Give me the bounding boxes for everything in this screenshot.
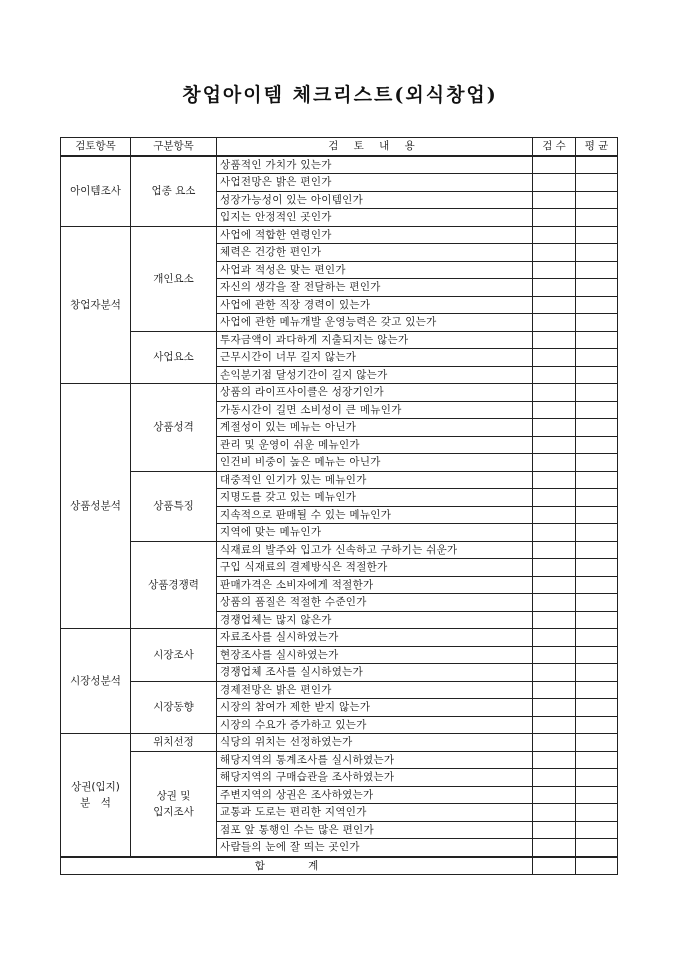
average-cell[interactable] [576,629,618,647]
average-cell[interactable] [576,436,618,454]
average-cell[interactable] [576,489,618,507]
check-item: 구입 식재료의 결제방식은 적절한가 [217,559,533,577]
score-cell[interactable] [533,454,576,472]
score-cell[interactable] [533,331,576,349]
check-item: 사업에 적합한 연령인가 [217,226,533,244]
total-score-cell[interactable] [533,857,576,875]
average-cell[interactable] [576,366,618,384]
score-cell[interactable] [533,279,576,297]
score-cell[interactable] [533,436,576,454]
average-cell[interactable] [576,611,618,629]
check-item: 체력은 건강한 편인가 [217,244,533,262]
subcategory-cell: 상권 및 입지조사 [131,751,217,857]
subcategory-cell: 상품특징 [131,471,217,541]
header-score: 검 수 [533,138,576,156]
page-title: 창업아이템 체크리스트(외식창업) [182,84,498,106]
total-average-cell[interactable] [576,857,618,875]
checklist-row [61,629,618,647]
score-cell[interactable] [533,471,576,489]
checklist-row [61,751,618,769]
score-cell[interactable] [533,559,576,577]
score-cell[interactable] [533,681,576,699]
checklist-body [61,156,618,857]
score-cell[interactable] [533,419,576,437]
check-item: 사업과 적성은 맞는 편인가 [217,261,533,279]
header-content: 검 토 내 용 [217,138,533,156]
average-cell[interactable] [576,331,618,349]
score-cell[interactable] [533,699,576,717]
check-item: 자료조사를 실시하였는가 [217,629,533,647]
score-cell[interactable] [533,804,576,822]
checklist-table [60,137,618,875]
check-item: 해당지역의 통계조사를 실시하였는가 [217,751,533,769]
subcategory-cell: 사업요소 [131,331,217,384]
checklist-row [61,681,618,699]
average-cell[interactable] [576,471,618,489]
average-cell[interactable] [576,454,618,472]
check-item: 판매가격은 소비자에게 적절한가 [217,576,533,594]
average-cell[interactable] [576,506,618,524]
checklist-row [61,226,618,244]
header-subcategory: 구분항목 [131,138,217,156]
checklist-row [61,734,618,752]
subcategory-cell: 위치선정 [131,734,217,752]
check-item: 입지는 안정적인 곳인가 [217,209,533,227]
average-cell[interactable] [576,559,618,577]
average-cell[interactable] [576,786,618,804]
check-item: 경쟁업체는 많지 않은가 [217,611,533,629]
total-label: 합 계 [61,857,533,875]
check-item: 시장의 수요가 증가하고 있는가 [217,716,533,734]
check-item: 사람들의 눈에 잘 띄는 곳인가 [217,839,533,857]
average-cell[interactable] [576,209,618,227]
average-cell[interactable] [576,261,618,279]
check-item: 사업에 관한 직장 경력이 있는가 [217,296,533,314]
average-cell[interactable] [576,646,618,664]
average-cell[interactable] [576,279,618,297]
average-cell[interactable] [576,314,618,332]
score-cell[interactable] [533,664,576,682]
score-cell[interactable] [533,786,576,804]
average-cell[interactable] [576,821,618,839]
category-cell: 창업자분석 [61,226,131,384]
total-row [61,857,618,875]
score-cell[interactable] [533,629,576,647]
subcategory-cell: 상품경쟁력 [131,541,217,629]
score-cell[interactable] [533,611,576,629]
check-item: 교통과 도로는 편리한 지역인가 [217,804,533,822]
check-item: 식재료의 발주와 입고가 신속하고 구하기는 쉬운가 [217,541,533,559]
check-item: 근무시간이 너무 길지 않는가 [217,349,533,367]
check-item: 경쟁업체 조사를 실시하였는가 [217,664,533,682]
average-cell[interactable] [576,664,618,682]
check-item: 인건비 비중이 높은 메뉴는 아닌가 [217,454,533,472]
score-cell[interactable] [533,541,576,559]
check-item: 사업에 관한 메뉴개발 운영능력은 갖고 있는가 [217,314,533,332]
average-cell[interactable] [576,839,618,857]
average-cell[interactable] [576,191,618,209]
score-cell[interactable] [533,594,576,612]
subcategory-cell: 개인요소 [131,226,217,331]
check-item: 사업전망은 밝은 편인가 [217,174,533,192]
header-row [61,138,618,156]
score-cell[interactable] [533,156,576,174]
check-item: 손익분기점 달성기간이 길지 않는가 [217,366,533,384]
category-cell: 시장성분석 [61,629,131,734]
checklist-row [61,331,618,349]
check-item: 점포 앞 통행인 수는 많은 편인가 [217,821,533,839]
check-item: 가동시간이 길면 소비성이 큰 메뉴인가 [217,401,533,419]
average-cell[interactable] [576,401,618,419]
average-cell[interactable] [576,524,618,542]
check-item: 자신의 생각을 잘 전달하는 편인가 [217,279,533,297]
check-item: 상품적인 가치가 있는가 [217,156,533,174]
average-cell[interactable] [576,681,618,699]
check-item: 주변지역의 상권은 조사하였는가 [217,786,533,804]
header-average: 평 균 [576,138,618,156]
average-cell[interactable] [576,734,618,752]
category-cell: 상권(입지) 분 석 [61,734,131,857]
header-category: 검토항목 [61,138,131,156]
check-item: 지명도를 갖고 있는 메뉴인가 [217,489,533,507]
score-cell[interactable] [533,314,576,332]
checklist-row [61,384,618,402]
average-cell[interactable] [576,384,618,402]
average-cell[interactable] [576,296,618,314]
subcategory-cell: 시장조사 [131,629,217,682]
check-item: 경제전망은 밝은 편인가 [217,681,533,699]
check-item: 지속적으로 판매될 수 있는 메뉴인가 [217,506,533,524]
average-cell[interactable] [576,576,618,594]
score-cell[interactable] [533,226,576,244]
checklist-row [61,541,618,559]
check-item: 투자금액이 과다하게 지출되지는 않는가 [217,331,533,349]
subcategory-cell: 시장동향 [131,681,217,734]
subcategory-cell: 상품성격 [131,384,217,472]
score-cell[interactable] [533,716,576,734]
score-cell[interactable] [533,576,576,594]
score-cell[interactable] [533,769,576,787]
average-cell[interactable] [576,804,618,822]
score-cell[interactable] [533,191,576,209]
score-cell[interactable] [533,174,576,192]
check-item: 상품의 품질은 적절한 수준인가 [217,594,533,612]
average-cell[interactable] [576,244,618,262]
score-cell[interactable] [533,401,576,419]
average-cell[interactable] [576,716,618,734]
check-item: 현장조사를 실시하였는가 [217,646,533,664]
score-cell[interactable] [533,349,576,367]
score-cell[interactable] [533,296,576,314]
checklist-row [61,471,618,489]
check-item: 지역에 맞는 메뉴인가 [217,524,533,542]
average-cell[interactable] [576,594,618,612]
score-cell[interactable] [533,734,576,752]
score-cell[interactable] [533,209,576,227]
average-cell[interactable] [576,699,618,717]
average-cell[interactable] [576,226,618,244]
score-cell[interactable] [533,751,576,769]
score-cell[interactable] [533,384,576,402]
check-item: 대중적인 인기가 있는 메뉴인가 [217,471,533,489]
average-cell[interactable] [576,769,618,787]
score-cell[interactable] [533,839,576,857]
score-cell[interactable] [533,506,576,524]
checklist-row [61,156,618,174]
score-cell[interactable] [533,261,576,279]
check-item: 해당지역의 구매습관을 조사하였는가 [217,769,533,787]
check-item: 시장의 참여가 제한 받지 않는가 [217,699,533,717]
check-item: 상품의 라이프사이클은 성장기인가 [217,384,533,402]
average-cell[interactable] [576,419,618,437]
check-item: 식당의 위치는 선정하였는가 [217,734,533,752]
score-cell[interactable] [533,489,576,507]
average-cell[interactable] [576,751,618,769]
average-cell[interactable] [576,156,618,174]
check-item: 관리 및 운영이 쉬운 메뉴인가 [217,436,533,454]
average-cell[interactable] [576,541,618,559]
average-cell[interactable] [576,174,618,192]
category-cell: 상품성분석 [61,384,131,629]
score-cell[interactable] [533,524,576,542]
subcategory-cell: 업종 요소 [131,156,217,227]
score-cell[interactable] [533,646,576,664]
check-item: 성장가능성이 있는 아이템인가 [217,191,533,209]
score-cell[interactable] [533,821,576,839]
average-cell[interactable] [576,349,618,367]
check-item: 계절성이 있는 메뉴는 아닌가 [217,419,533,437]
score-cell[interactable] [533,366,576,384]
category-cell: 아이템조사 [61,156,131,227]
score-cell[interactable] [533,244,576,262]
